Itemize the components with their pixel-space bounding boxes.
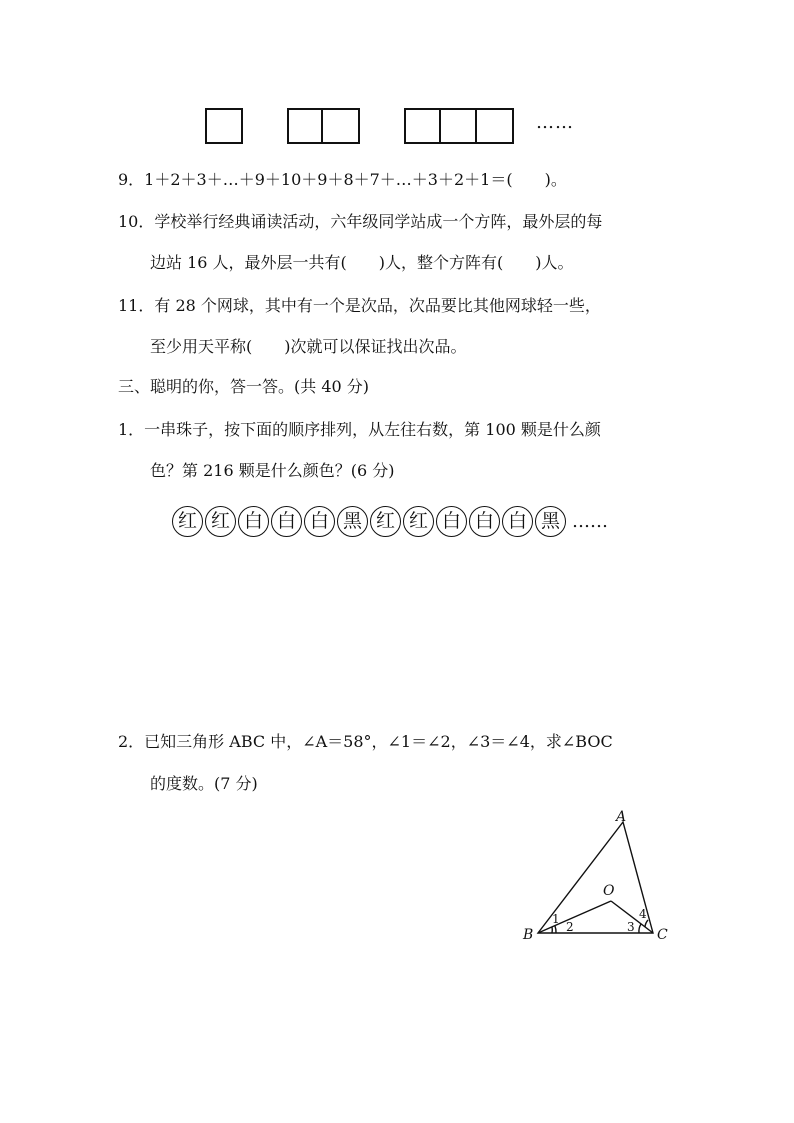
bead: 白 — [304, 506, 335, 537]
triangle-diagram — [515, 805, 685, 945]
bead: 白 — [469, 506, 500, 537]
angle-label-4: 4 — [639, 907, 647, 921]
angle-arc-c4 — [645, 920, 648, 927]
bead: 红 — [370, 506, 401, 537]
bead-sequence — [172, 506, 608, 537]
square-cell — [477, 110, 512, 142]
bead: 白 — [436, 506, 467, 537]
s3-question-2-line-2: 的度数。(7 分) — [150, 774, 258, 793]
angle-label-1: 1 — [552, 912, 560, 926]
angle-arc-c3 — [639, 924, 641, 933]
angle-arc-b2 — [555, 926, 556, 933]
question-11-line-2: 至少用天平称( )次就可以保证找出次品。 — [150, 337, 467, 356]
square-cell — [406, 110, 441, 142]
vertex-label-c: C — [657, 927, 668, 943]
bead: 红 — [172, 506, 203, 537]
square-group-3 — [404, 108, 514, 144]
question-9: 9．1＋2＋3＋…＋9＋10＋9＋8＋7＋…＋3＋2＋1＝( )。 — [118, 170, 567, 189]
square-group-1 — [205, 108, 243, 144]
question-10-line-2: 边站 16 人，最外层一共有( )人，整个方阵有( )人。 — [150, 253, 574, 272]
vertex-label-a: A — [616, 809, 627, 825]
angle-label-3: 3 — [627, 920, 635, 934]
bead: 白 — [502, 506, 533, 537]
bead: 白 — [238, 506, 269, 537]
question-10-line-1: 10．学校举行经典诵读活动，六年级同学站成一个方阵，最外层的每 — [118, 212, 603, 231]
pattern-ellipsis: …… — [536, 112, 574, 133]
vertex-label-o: O — [603, 883, 615, 899]
s3-question-1-line-1: 1．一串珠子，按下面的顺序排列，从左往右数，第 100 颗是什么颜 — [118, 420, 601, 439]
question-11-line-1: 11．有 28 个网球，其中有一个是次品，次品要比其他网球轻一些， — [118, 296, 601, 315]
vertex-label-b: B — [523, 927, 534, 943]
square-cell — [323, 110, 357, 142]
segment-bo — [538, 901, 611, 933]
square-cell — [289, 110, 323, 142]
bead: 黑 — [337, 506, 368, 537]
square-cell — [207, 110, 241, 142]
section-3-heading: 三、聪明的你，答一答。(共 40 分) — [118, 377, 370, 396]
bead-ellipsis: …… — [572, 511, 608, 532]
s3-question-2-line-1: 2．已知三角形 ABC 中，∠A＝58°，∠1＝∠2，∠3＝∠4，求∠BOC — [118, 732, 613, 751]
bead: 黑 — [535, 506, 566, 537]
square-cell — [441, 110, 476, 142]
bead: 红 — [403, 506, 434, 537]
angle-label-2: 2 — [566, 920, 574, 934]
bead: 白 — [271, 506, 302, 537]
bead: 红 — [205, 506, 236, 537]
s3-question-1-line-2: 色？第 216 颗是什么颜色？(6 分) — [150, 461, 395, 480]
square-group-2 — [287, 108, 360, 144]
